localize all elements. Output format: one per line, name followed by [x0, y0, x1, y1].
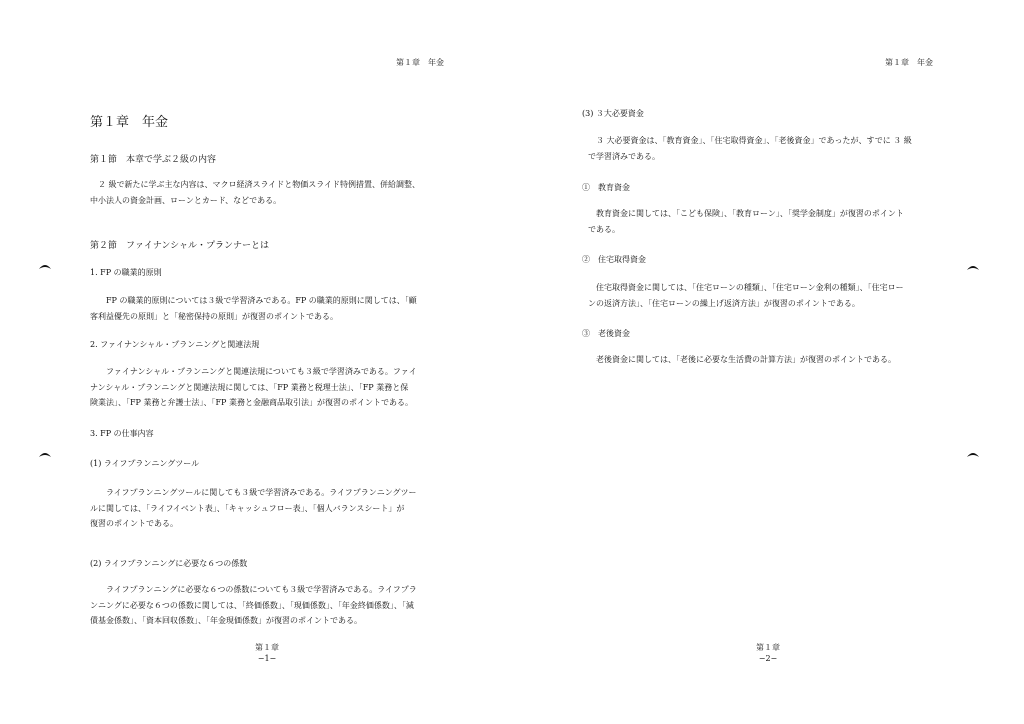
subitem-heading: (2) ライフプランニングに必要な６つの係数 [90, 559, 248, 568]
paragraph-line: 教育資金に関しては、「こども保険」、「教育ローン」、「奨学金制度」が復習のポイント [596, 209, 904, 218]
page-2 [512, 0, 1024, 724]
section-title: 第２節 ファイナンシャル・プランナーとは [90, 241, 269, 251]
item-heading: 2. ファイナンシャル・プランニングと関連法規 [90, 340, 260, 349]
page-footer [748, 642, 788, 664]
section-title: 第１節 本章で学ぶ２級の内容 [90, 155, 217, 165]
paragraph [90, 364, 417, 411]
footer-page-number: −1− [257, 654, 277, 663]
paragraph-line: ライフプランニングに必要な６つの係数についても３級で学習済みである。ライフプラ [106, 585, 417, 594]
paragraph-line: 債基金係数」、「資本回収係数」、「年金現価係数」が復習のポイントである。 [90, 616, 362, 625]
chapter-title: 第１章 年金 [90, 115, 169, 130]
paragraph-line: ファイナンシャル・プランニングと関連法規についても３級で学習済みである。ファイ [106, 367, 417, 376]
paragraph-line: 復習のポイントである。 [90, 519, 178, 528]
paragraph [588, 133, 912, 164]
paragraph-line: 険業法」、「FP 業務と弁護士法」、「FP 業務と金融商品取引法」が復習のポイントである。 [90, 398, 413, 407]
subitem-heading: (1) ライフプランニングツール [90, 459, 200, 468]
paragraph [588, 280, 904, 311]
punch-hole-mark [966, 450, 980, 458]
item-heading: 3. FP の仕事内容 [90, 429, 154, 438]
paragraph-line: 老後資金に関しては、「老後に必要な生活費の計算方法」が復習のポイントである。 [596, 355, 896, 364]
paragraph [588, 352, 896, 368]
paragraph-line: 中小法人の資金計画、ローンとカード、などである。 [90, 195, 282, 205]
running-header: 第１章 年金 [885, 58, 933, 67]
paragraph-line: で学習済みである。 [588, 151, 660, 161]
item-heading: 1. FP の職業的原則 [90, 268, 162, 277]
paragraph-line: 住宅取得資金に関しては、「住宅ローンの種類」、「住宅ローン金利の種類」、「住宅ロー [596, 283, 904, 292]
paragraph-line: 客利益優先の原則」と「秘密保持の原則」が復習のポイントである。 [90, 311, 338, 321]
paragraph [90, 582, 417, 629]
paragraph-line: である。 [588, 224, 620, 234]
punch-hole-mark [966, 263, 980, 271]
page-footer [247, 642, 287, 664]
footer-page-number: −2− [758, 654, 778, 663]
paragraph-line: ンの返済方法」、「住宅ローンの繰上げ返済方法」が復習のポイントである。 [588, 298, 860, 308]
paragraph [90, 293, 417, 324]
paragraph-line: ２ 級で新たに学ぶ主な内容は、マクロ経済スライドと物価スライド特例措置、併給調整、 [98, 180, 421, 189]
subitem-heading: ① 教育資金 [582, 183, 630, 192]
paragraph-line: ライフプランニングツールに関しても３級で学習済みである。ライフプランニングツー [106, 488, 417, 497]
punch-hole-mark [38, 450, 52, 458]
paragraph-line: FP の職業的原則については３級で学習済みである。FP の職業的原則に関しては、「顧 [106, 296, 417, 305]
running-header: 第１章 年金 [396, 58, 444, 67]
subitem-heading: ② 住宅取得資金 [582, 255, 646, 264]
paragraph [588, 206, 904, 237]
footer-chapter: 第１章 [756, 643, 780, 652]
paragraph [90, 177, 420, 208]
paragraph-line: ３ 大必要資金は、「教育資金」、「住宅取得資金」、「老後資金」であったが、すでに ３ 級 [596, 136, 912, 145]
paragraph [90, 485, 417, 532]
footer-chapter: 第１章 [255, 643, 279, 652]
subitem-heading: (3) ３大必要資金 [582, 109, 644, 118]
paragraph-line: ンニングに必要な６つの係数に関しては、「終価係数」、「現価係数」、「年金終価係数」、「減 [90, 600, 414, 610]
paragraph-line: ナンシャル・プランニングと関連法規に関しては、「FP 業務と税理士法」、「FP 業務と保 [90, 382, 409, 392]
subitem-heading: ③ 老後資金 [582, 329, 630, 338]
punch-hole-mark [38, 262, 52, 270]
paragraph-line: ルに関しては、「ライフイベント表」、「キャッシュフロー表」、「個人バランスシート」が [90, 503, 405, 513]
